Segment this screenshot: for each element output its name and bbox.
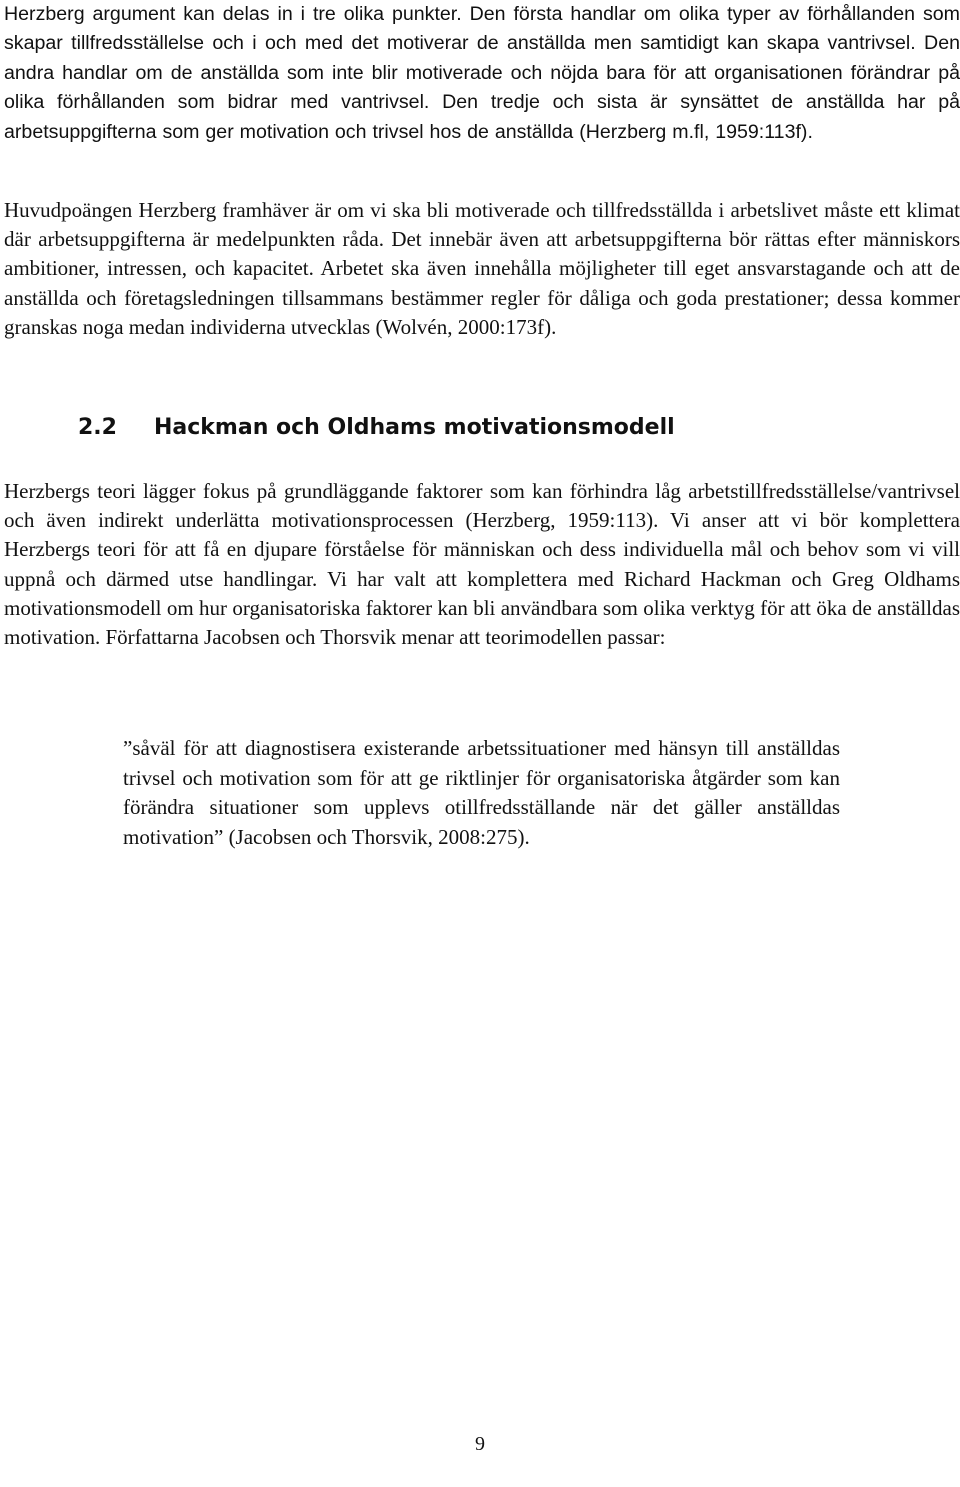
paragraph-hackman-intro: Herzbergs teori lägger fokus på grundläggande faktorer som kan förhindra låg arbetstillfredsställelse/vantrivsel och även indirekt underlätta motivationsprocessen (Herzberg, 1959:113). Vi anser att vi bör komplettera Herzbergs teori för att få en djupare förståelse för människan och dess individuella mål och behov som vi vill uppnå och därmed utse handlingar. Vi har valt att komplettera med Richard Hackman och Greg Oldhams motivationsmodell om hur organisatoriska faktorer kan bli användbara som olika verktyg för att öka de anställdas motivation. Författarna Jacobsen och Thorsvik menar att teorimodellen passar: [4,479,960,650]
paragraph-herzberg-arguments: Herzberg argument kan delas in i tre olika punkter. Den första handlar om olika typer av förhållanden som skapar tillfredsställelse och i och med det motiverar de anställda men samtidigt kan skapa vantrivsel. Den andra handlar om de anställda som inte blir motiverade och nöjda bara för att organisationen förändrar på olika förhållanden som bidrar med vantrivsel. Den tredje och sista är synsättet de anställda har på arbetsuppgifterna som ger motivation och trivsel hos de anställda (Herzberg m.fl, 1959:113f). [4,3,960,143]
block-quote: ”såväl för att diagnostisera existerande arbetssituationer med hänsyn till anställdas trivsel och motivation som för att ge riktlinjer för organisatoriska åtgärder som kan förändra situationer som upplevs otillfredsställande när det gäller anställdas motivation” (Jacobsen och Thorsvik, 2008:275). [123,736,840,849]
section-heading [78,415,675,440]
page-number: 9 [475,1433,485,1455]
paragraph-herzberg-main-point: Huvudpoängen Herzberg framhäver är om vi ska bli motiverade och tillfredsställda i arbetslivet måste ett klimat där arbetsuppgifterna är medelpunkten råda. Det innebär även att arbetsuppgifterna bör rättas efter människors ambitioner, intressen, och kapacitet. Arbetet ska även innehålla möjligheter till eget ansvarstagande och att de anställda och företagsledningen tillsammans bestämmer regler för dåliga och goda prestationer; dessa kommer granskas noga medan individerna utvecklas (Wolvén, 2000:173f). [4,198,960,339]
section-title: Hackman och Oldhams motivationsmodell [154,415,675,440]
section-number: 2.2 [78,415,117,440]
